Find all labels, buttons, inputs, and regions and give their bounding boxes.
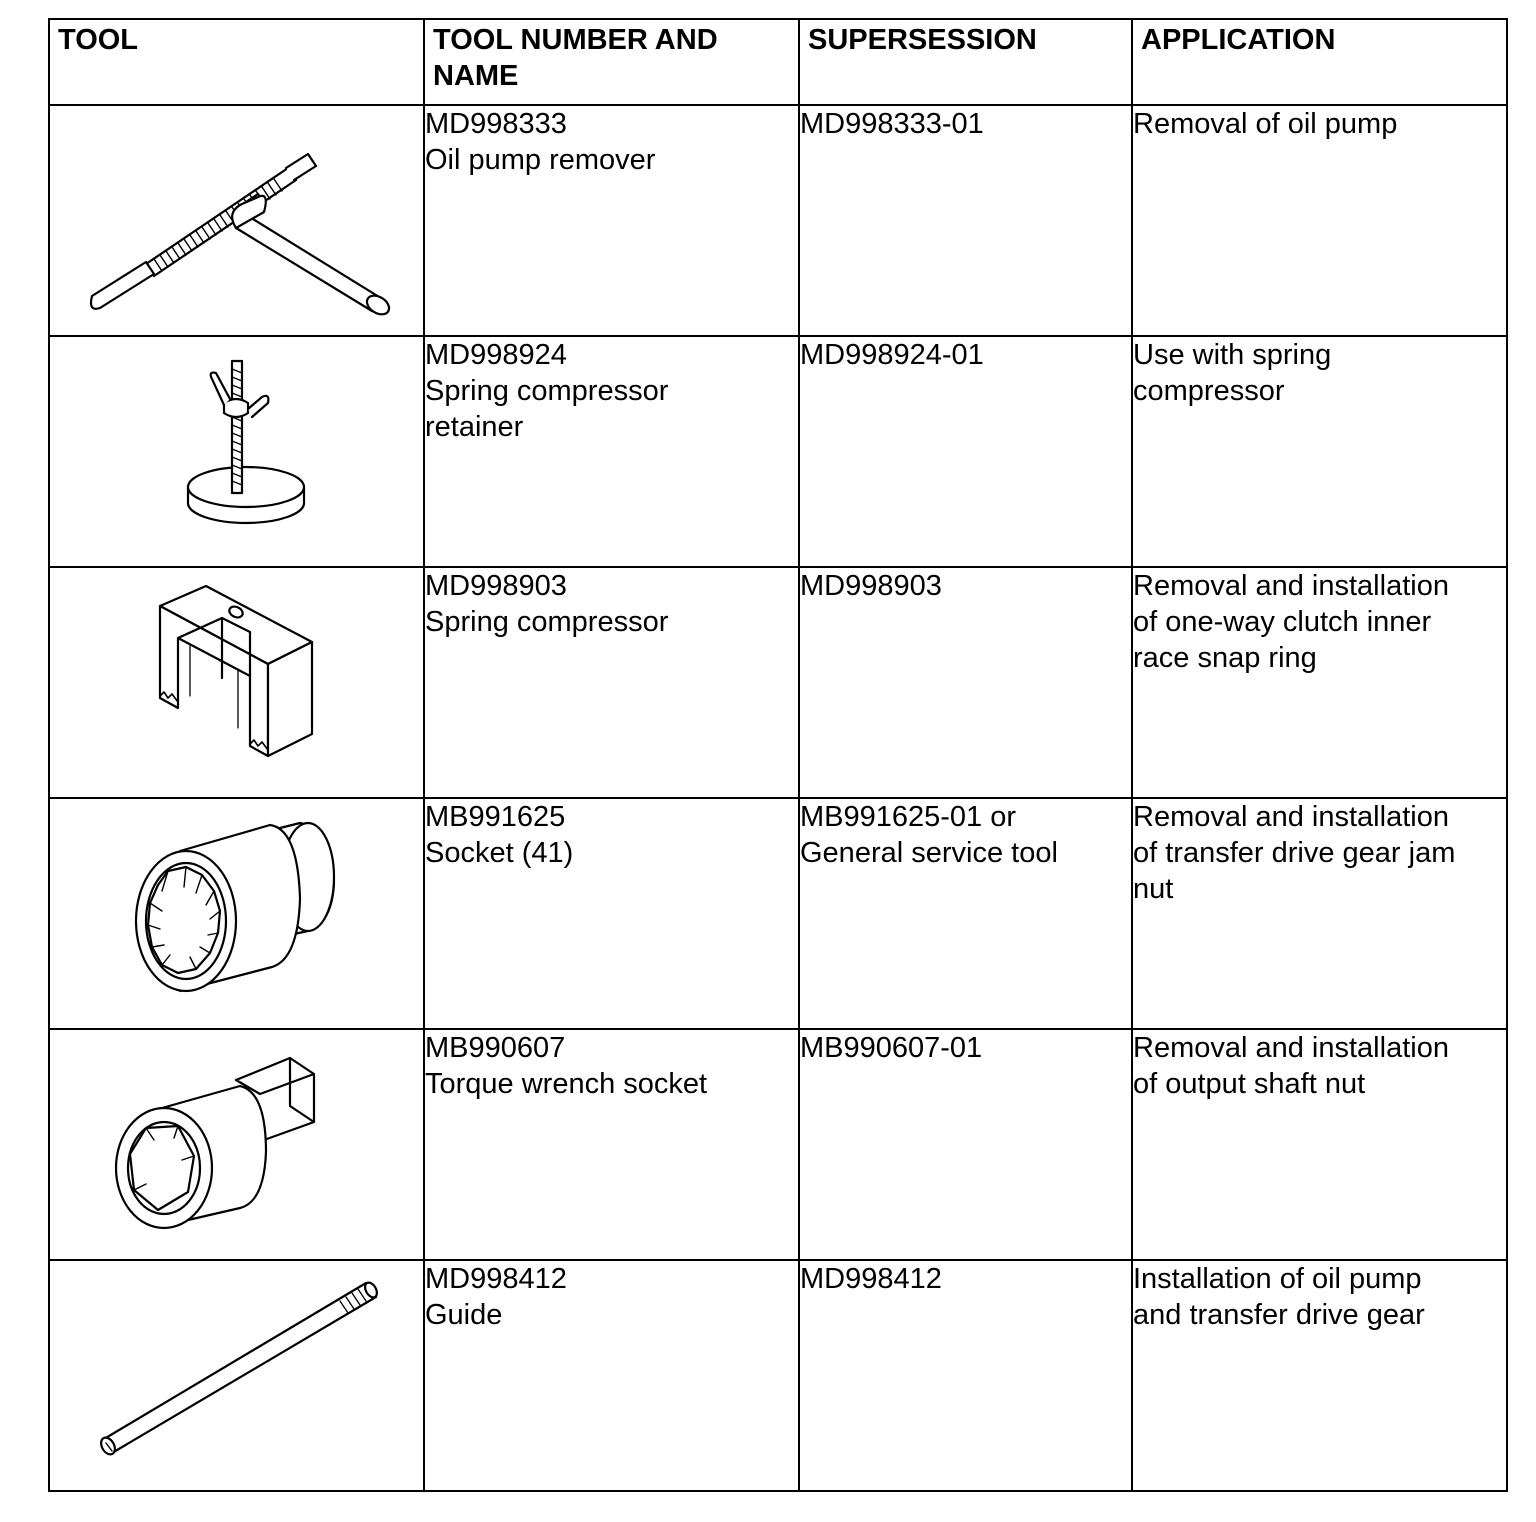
application-cell — [1132, 1029, 1507, 1260]
tool-number-name-cell — [424, 1029, 799, 1260]
tool-number: MD998412 — [425, 1263, 567, 1295]
tool-illustration-cell — [49, 1260, 424, 1491]
spring-compressor-icon — [50, 568, 423, 797]
header-supersession — [799, 19, 1132, 105]
tool-illustration-cell — [49, 105, 424, 336]
application-text-line1: Use with spring — [1133, 339, 1332, 371]
application-text: Removal of oil pump — [1133, 108, 1398, 140]
application-text-line1: Installation of oil pump — [1133, 1263, 1422, 1295]
header-application-label: APPLICATION — [1141, 24, 1336, 56]
tool-number: MB990607 — [425, 1032, 566, 1064]
header-tool-label: TOOL — [58, 24, 139, 56]
tool-number-name-cell — [424, 567, 799, 798]
table-header-row — [49, 19, 1507, 105]
application-cell — [1132, 336, 1507, 567]
supersession-text-line2: General service tool — [800, 837, 1058, 869]
table-row — [49, 1029, 1507, 1260]
supersession-cell — [799, 1260, 1132, 1491]
application-cell — [1132, 105, 1507, 336]
application-cell — [1132, 1260, 1507, 1491]
table-row — [49, 1260, 1507, 1491]
header-number-name-line1: TOOL NUMBER AND — [433, 24, 718, 56]
header-tool-number-and-name — [424, 19, 799, 105]
tool-illustration-cell — [49, 567, 424, 798]
tool-number: MD998333 — [425, 108, 567, 140]
supersession-cell — [799, 336, 1132, 567]
tool-name: Socket (41) — [425, 837, 574, 869]
application-text-line2: and transfer drive gear — [1133, 1299, 1425, 1331]
tool-name: Spring compressor — [425, 606, 669, 638]
tool-name-line2: retainer — [425, 411, 524, 443]
application-cell — [1132, 798, 1507, 1029]
application-text-line1: Removal and installation — [1133, 1032, 1449, 1064]
torque-wrench-socket-icon — [50, 1030, 423, 1259]
application-text-line3: race snap ring — [1133, 642, 1317, 674]
tool-number: MD998903 — [425, 570, 567, 602]
tool-number-name-cell — [424, 798, 799, 1029]
supersession-text: MB990607-01 — [800, 1032, 983, 1064]
socket-icon — [50, 799, 423, 1028]
supersession-cell — [799, 567, 1132, 798]
tool-number-name-cell — [424, 336, 799, 567]
header-application — [1132, 19, 1507, 105]
application-text-line2: compressor — [1133, 375, 1285, 407]
application-text-line3: nut — [1133, 873, 1174, 905]
header-supersession-label: SUPERSESSION — [808, 24, 1037, 56]
supersession-cell — [799, 1029, 1132, 1260]
tool-name-line1: Spring compressor — [425, 375, 669, 407]
tool-name: Guide — [425, 1299, 503, 1331]
tool-illustration-cell — [49, 798, 424, 1029]
application-text-line2: of output shaft nut — [1133, 1068, 1366, 1100]
application-text-line2: of one-way clutch inner — [1133, 606, 1432, 638]
supersession-cell — [799, 105, 1132, 336]
supersession-text: MD998924-01 — [800, 339, 984, 371]
special-tools-table — [48, 18, 1508, 1492]
supersession-text: MD998412 — [800, 1263, 942, 1295]
supersession-text-line1: MB991625-01 or — [800, 801, 1017, 833]
application-text-line1: Removal and installation — [1133, 570, 1449, 602]
tool-number-name-cell — [424, 105, 799, 336]
tool-number: MB991625 — [425, 801, 566, 833]
application-text-line1: Removal and installation — [1133, 801, 1449, 833]
header-tool — [49, 19, 424, 105]
table-row — [49, 336, 1507, 567]
supersession-text: MD998903 — [800, 570, 942, 602]
tool-name: Oil pump remover — [425, 144, 656, 176]
table-row — [49, 105, 1507, 336]
oil-pump-remover-icon — [50, 106, 423, 335]
spring-compressor-retainer-icon — [50, 337, 423, 566]
supersession-cell — [799, 798, 1132, 1029]
supersession-text: MD998333-01 — [800, 108, 984, 140]
tool-number-name-cell — [424, 1260, 799, 1491]
table-row — [49, 567, 1507, 798]
tool-number: MD998924 — [425, 339, 567, 371]
application-text-line2: of transfer drive gear jam — [1133, 837, 1456, 869]
table-row — [49, 798, 1507, 1029]
guide-rod-icon — [50, 1261, 423, 1490]
header-number-name-line2: NAME — [433, 60, 519, 92]
tool-illustration-cell — [49, 1029, 424, 1260]
application-cell — [1132, 567, 1507, 798]
tool-illustration-cell — [49, 336, 424, 567]
tool-name: Torque wrench socket — [425, 1068, 708, 1100]
